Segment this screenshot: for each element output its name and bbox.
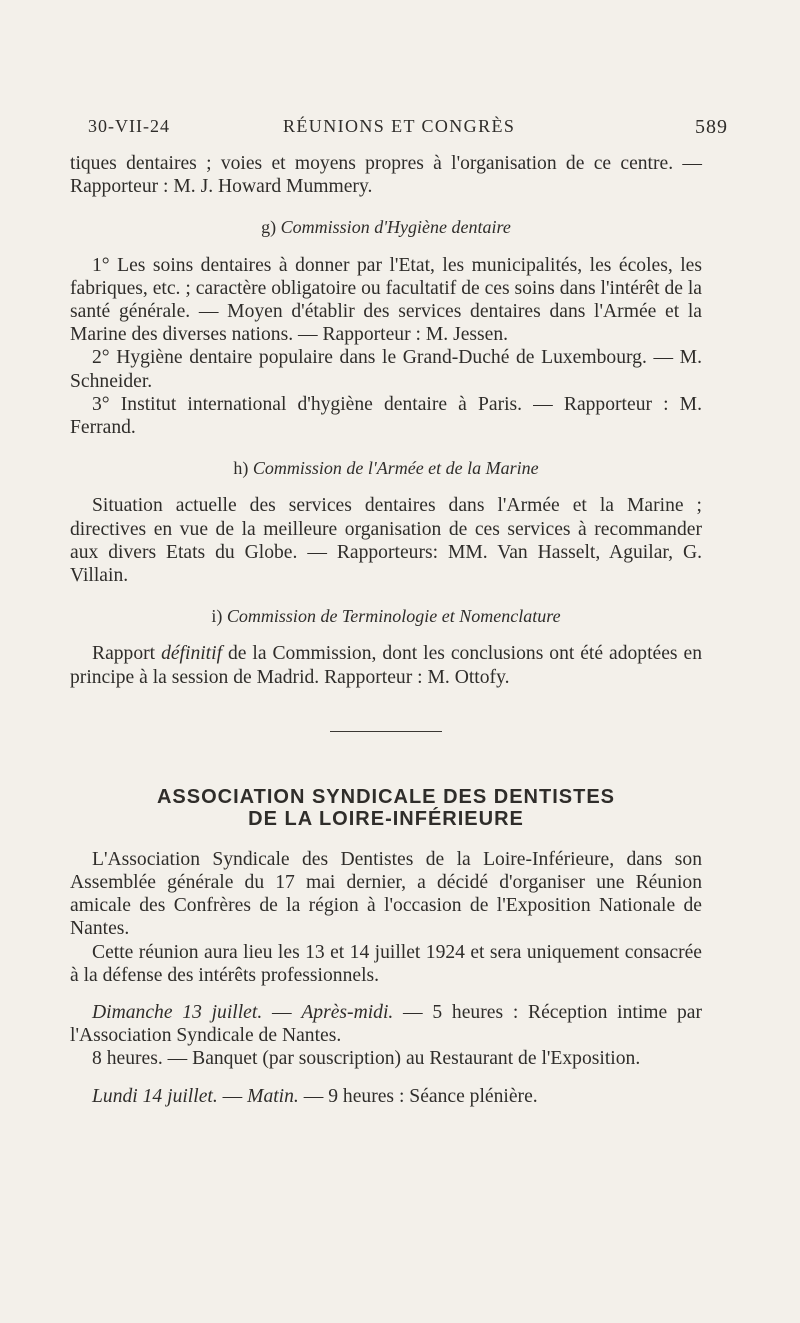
commission-i-letter: i) [211, 606, 223, 627]
commission-g-item-2: 2° Hygiène dentaire populaire dans le Grand-Duché de Luxembourg. — M. Schneider. [70, 347, 702, 392]
association-title-line-1: ASSOCIATION SYNDICALE DES DENTISTES [156, 785, 615, 808]
commission-g-item-1: 1° Les soins dentaires à donner par l'Etat, les municipalités, les écoles, les fabriques, etc. ; caractère obligatoire ou facultatif de ces soins dans l'intérêt de la santé générale. — Moyen d'établir des services dentaires dans l'Armée et la Marine des diverses nations. — Rapporteur : M. Jessen. [70, 254, 702, 346]
header-date: 30-VII-24 [88, 116, 170, 136]
monday-day: Lundi 14 juillet. [92, 1085, 218, 1107]
commission-i-text-end: de la Commission, dont les conclusions ont été adoptées en principe à la session de Madrid. Rapporteur : M. Ottofy. [70, 643, 702, 688]
sunday-day: Dimanche 13 juillet. [92, 1002, 263, 1024]
commission-g-letter: g) [261, 217, 277, 238]
commission-i-italic-word: définitif [161, 643, 223, 665]
commission-h-heading [70, 457, 702, 480]
commission-g-title: Commission d'Hygiène dentaire [280, 217, 511, 238]
commission-i-heading [70, 605, 702, 628]
commission-i-text-start: Rapport [92, 643, 162, 665]
sunday-text: — 5 heures : Réception intime par l'Association Syndicale de Nantes. [70, 1002, 703, 1047]
schedule-monday [70, 1085, 702, 1108]
monday-part: Matin. [247, 1085, 299, 1107]
commission-h-letter: h) [233, 458, 249, 479]
association-heading [70, 786, 702, 830]
schedule-sunday [70, 1001, 702, 1047]
section-divider [330, 731, 442, 732]
commission-h-title: Commission de l'Armée et de la Marine [252, 458, 539, 479]
commission-h-paragraph: Situation actuelle des services dentaires dans l'Armée et la Marine ; directives en vue de la meilleure organisation de ces services à recommander aux divers Etats du Globe. — Rapporteurs: MM. Van Hasselt, Aguilar, G. Villain. [70, 495, 702, 587]
header-section: RÉUNIONS ET CONGRÈS [283, 116, 516, 136]
body-text [70, 152, 702, 1108]
schedule-banquet: 8 heures. — Banquet (par souscription) au Restaurant de l'Exposition. [92, 1048, 641, 1070]
monday-text: — 9 heures : Séance plénière. [298, 1085, 538, 1107]
continuation-paragraph: tiques dentaires ; voies et moyens propres à l'organisation de ce centre. — Rapporteur : M. J. Howard Mummery. [70, 153, 702, 198]
commission-i-paragraph [70, 642, 702, 688]
running-header [88, 116, 728, 146]
spacer [70, 1071, 702, 1085]
monday-separator: — [217, 1085, 248, 1107]
sunday-separator: — [262, 1002, 302, 1024]
commission-g-item-3: 3° Institut international d'hygiène dentaire à Paris. — Rapporteur : M. Ferrand. [70, 393, 702, 439]
association-title-line-2: DE LA LOIRE-INFÉRIEURE [248, 807, 524, 830]
association-paragraph-1: L'Association Syndicale des Dentistes de la Loire-Inférieure, dans son Assemblée générale du 17 mai dernier, a décidé d'organiser une Réunion amicale des Confrères de la région à l'occasion de l'Exposition Nationale de Nantes. [70, 848, 702, 940]
sunday-part: Après-midi. [301, 1002, 394, 1024]
association-paragraph-2: Cette réunion aura lieu les 13 et 14 juillet 1924 et sera uniquement consacrée à la défense des intérêts professionnels. [70, 941, 702, 986]
commission-g-heading [70, 216, 702, 239]
spacer [70, 987, 702, 1001]
commission-i-title: Commission de Terminologie et Nomenclature [226, 606, 561, 627]
page-number: 589 [695, 116, 728, 138]
